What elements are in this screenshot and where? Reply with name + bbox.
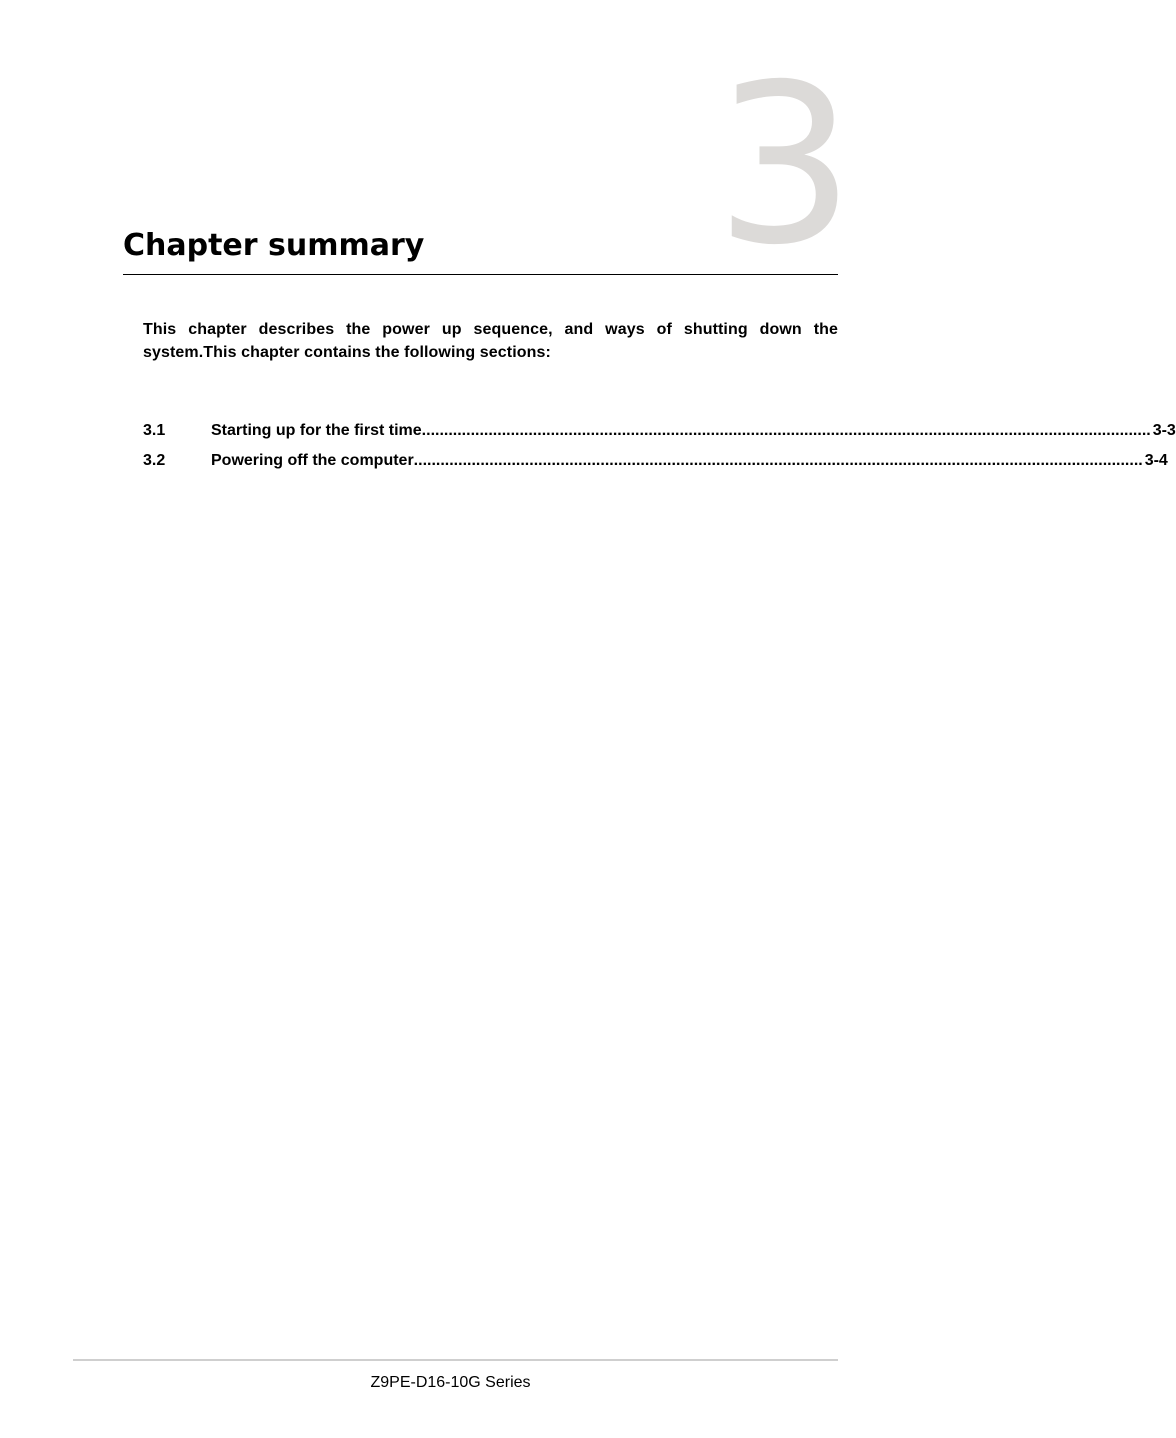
toc-dot-leader: .................................................................................................................................................................... bbox=[413, 452, 1143, 469]
title-divider bbox=[123, 274, 838, 275]
table-of-contents bbox=[143, 420, 1176, 480]
footer-product-name: Z9PE-D16-10G Series bbox=[370, 1374, 531, 1391]
footer-divider bbox=[73, 1359, 838, 1361]
chapter-number: 3 bbox=[715, 37, 855, 293]
toc-entry-3-2[interactable] bbox=[143, 450, 1168, 480]
toc-entry-page: 3-3 bbox=[1152, 422, 1176, 439]
toc-entry-3-1[interactable] bbox=[143, 420, 1176, 450]
toc-entry-page: 3-4 bbox=[1144, 452, 1168, 469]
toc-dot-leader: .................................................................................................................................................................... bbox=[421, 422, 1151, 439]
intro-paragraph: This chapter describes the power up sequence, and ways of shutting down the system.This chapter contains the following sections: bbox=[143, 321, 838, 361]
toc-entry-title: Powering off the computer bbox=[211, 452, 414, 469]
chapter-title: Chapter summary bbox=[123, 228, 425, 263]
toc-entry-number: 3.1 bbox=[143, 422, 166, 439]
toc-entry-number: 3.2 bbox=[143, 452, 166, 469]
toc-entry-title: Starting up for the first time bbox=[211, 422, 422, 439]
footer bbox=[73, 1373, 838, 1393]
